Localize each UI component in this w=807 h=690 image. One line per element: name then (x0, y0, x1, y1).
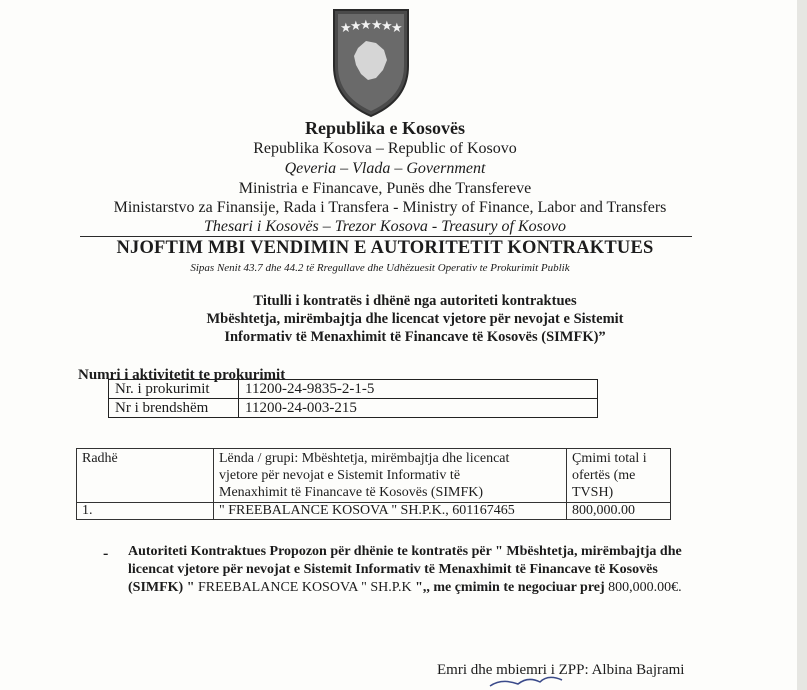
table-row (109, 380, 598, 399)
list-bullet: - (103, 545, 109, 562)
table-row (109, 399, 598, 418)
price-header-line3: TVSH) (572, 485, 614, 500)
contract-heading: Titulli i kontratës i dhënë nga autoriteti kontraktues (253, 293, 577, 309)
price-header-line2: ofertës (me (572, 468, 636, 483)
header-divider (80, 236, 692, 237)
award-amount: 800,000.00€. (608, 580, 682, 595)
handwritten-signature-icon (488, 670, 568, 690)
award-statement (128, 543, 788, 597)
republic-title: Republika e Kosovës (304, 118, 466, 138)
ministry-line: Ministria e Financave, Punës dhe Transfereve (238, 180, 532, 197)
procurement-number-key: Nr. i prokurimit (109, 380, 239, 399)
lot-header-line1: Lënda / grupi: Mbështetja, mirëmbajtja dhe licencat (219, 451, 510, 466)
contract-title-line1: Mbështetja, mirëmbajtja dhe licencat vjetore për nevojat e Sistemit (206, 311, 624, 327)
column-header-price (567, 449, 671, 503)
treasury-line: Thesari i Kosovës – Trezor Kosova - Treasury of Kosovo (204, 218, 566, 235)
notice-title: NJOFTIM MBI VENDIMIN E AUTORITETIT KONTRAKTUES (116, 238, 654, 258)
procurement-number-value: 11200-24-9835-2-1-5 (239, 380, 598, 399)
column-header-lot (214, 449, 567, 503)
signature-label: Emri dhe mbiemri i ZPP: Albina Bajrami (437, 662, 685, 678)
contract-title-line2: Informativ të Menaxhimit të Financave të Kosovës (SIMFK)” (224, 329, 606, 345)
ministry-translation: Ministarstvo za Finansije, Rada i Transfera - Ministry of Finance, Labor and Transfers (113, 199, 667, 216)
table-header-row (77, 449, 671, 503)
internal-number-key: Nr i brendshëm (109, 399, 239, 418)
coat-of-arms-icon (332, 8, 410, 118)
internal-number-value: 11200-24-003-215 (239, 399, 598, 418)
award-line1: Autoriteti Kontraktues Propozon për dhënie te kontratës për " Mbështetja, mirëmbajtja dhe (128, 544, 682, 559)
republic-subtitle: Republika Kosova – Republic of Kosovo (253, 140, 517, 157)
offer-price: 800,000.00 (567, 503, 671, 520)
notice-subtitle: Sipas Nenit 43.7 dhe 44.2 të Rregullave dhe Udhëzuesit Operativ te Prokurimit Publik (190, 262, 570, 274)
svg-text:★: ★ (371, 18, 383, 33)
award-line3-a: (SIMFK) " (128, 580, 195, 595)
economic-operator: " FREEBALANCE KOSOVA " SH.P.K., 601167465 (214, 503, 567, 520)
procurement-number-table (108, 379, 598, 418)
award-operator-name: FREEBALANCE KOSOVA " SH.P.K (194, 580, 416, 595)
award-line3-c: ",, me çmimin te negociuar prej (415, 580, 609, 595)
offer-table (76, 448, 671, 520)
award-line2: licencat vjetore për nevojat e Sistemit Informativ të Menaxhimit të Financave të Kosovës (128, 562, 658, 577)
svg-text:★: ★ (391, 21, 403, 36)
lot-header-line3: Menaxhimit të Financave të Kosovës (SIMFK) (219, 485, 484, 500)
lot-header-line2: vjetore për nevojat e Sistemit Informativ të (219, 468, 461, 483)
award-line3 (128, 579, 788, 597)
activity-label: Numri i aktivitetit te prokurimit (78, 367, 286, 383)
svg-text:★: ★ (381, 19, 393, 34)
price-header-line1: Çmimi total i (572, 451, 647, 466)
svg-text:★: ★ (350, 19, 362, 34)
column-header-rank (77, 449, 214, 503)
table-row (77, 503, 671, 520)
rank-header-text: Radhë (82, 451, 118, 466)
svg-text:★: ★ (360, 18, 372, 33)
row-number: 1. (77, 503, 214, 520)
government-line: Qeveria – Vlada – Government (284, 160, 486, 177)
svg-text:★: ★ (340, 21, 352, 36)
